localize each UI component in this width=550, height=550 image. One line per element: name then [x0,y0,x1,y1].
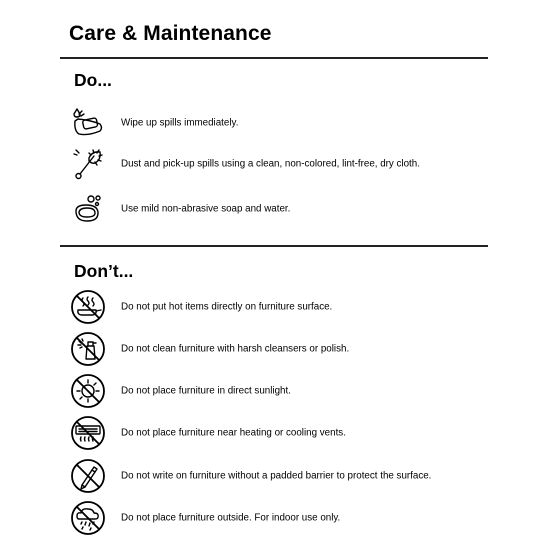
dont-item-text: Do not write on furniture without a padded barrier to protect the surface. [121,470,432,482]
do-heading: Do... [74,70,112,90]
do-item [66,146,506,182]
no-harsh-cleanser-icon [70,331,106,367]
dont-item-text: Do not place furniture near heating or cooling vents. [121,427,346,439]
dont-item-text: Do not place furniture in direct sunlight. [121,385,291,397]
dont-heading: Don’t... [74,261,134,281]
dont-item [66,289,506,325]
dont-item [66,458,506,494]
page-title: Care & Maintenance [69,22,272,45]
do-item-text: Use mild non-abrasive soap and water. [121,203,291,215]
do-item [66,191,506,227]
no-sunlight-icon [70,373,106,409]
feather-duster-icon [70,146,106,182]
dont-item-text: Do not place furniture outside. For indoor use only. [121,512,341,524]
dont-item [66,373,506,409]
no-hot-items-icon [70,289,106,325]
dont-item [66,415,506,451]
dont-item-text: Do not clean furniture with harsh cleansers or polish. [121,343,350,355]
do-item-text: Dust and pick-up spills using a clean, non-colored, lint-free, dry cloth. [121,158,420,170]
soap-bubbles-icon [70,191,106,227]
title-divider [60,57,488,59]
do-item-text: Wipe up spills immediately. [121,117,239,129]
wipe-sponge-icon [70,105,106,141]
no-writing-icon [70,458,106,494]
dont-item-text: Do not put hot items directly on furniture surface. [121,301,333,313]
no-heating-vent-icon [70,415,106,451]
dont-item [66,500,506,536]
do-item [66,105,506,141]
section-divider [60,245,488,247]
no-outdoor-weather-icon [70,500,106,536]
dont-item [66,331,506,367]
